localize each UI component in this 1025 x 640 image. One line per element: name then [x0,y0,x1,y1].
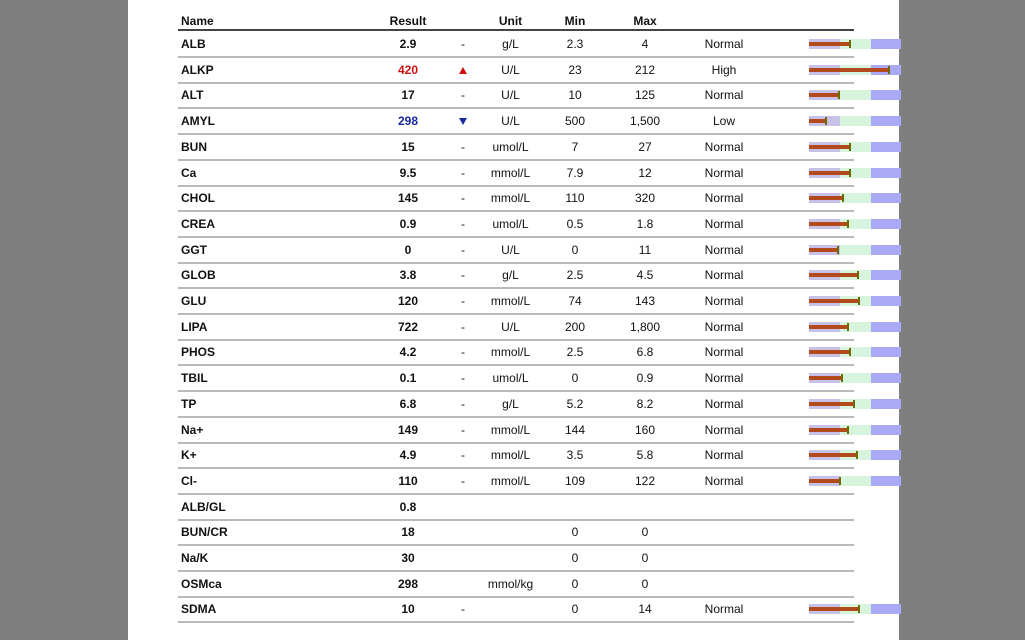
header-max: Max [633,14,657,28]
test-result: 0.9 [399,216,417,231]
range-max: 0 [641,551,649,565]
range-min: 144 [564,422,586,437]
gauge-fill [809,376,843,380]
range-gauge [809,168,901,178]
table-row [178,572,854,598]
test-result: 0.1 [399,371,417,386]
test-name: GLU [181,294,207,308]
gauge-normal-band [840,116,871,126]
range-max: 8.2 [636,396,654,411]
gauge-fill [809,453,858,457]
flag-dash: - [461,268,465,283]
gauge-high-band [871,476,901,486]
test-unit: mmol/L [490,165,531,180]
result-status: High [711,62,737,77]
test-result: 110 [398,473,418,488]
range-max: 0.9 [636,371,654,386]
test-unit: U/L [501,319,520,334]
range-min: 109 [564,473,586,488]
table-row [178,109,854,135]
range-max: 12 [638,165,652,180]
low-arrow-icon [448,109,478,133]
test-name: OSMca [181,576,222,591]
flag-dash: - [461,422,465,437]
gauge-fill [809,325,849,329]
range-gauge [809,450,901,460]
table-row [178,263,854,289]
range-min: 3.5 [566,448,584,463]
gauge-marker [842,194,844,202]
gauge-high-band [871,399,901,409]
test-name: ALB [181,37,206,51]
test-result: 4.2 [399,345,417,360]
table-row [178,443,854,469]
gauge-marker [825,117,827,125]
table-row [178,469,854,495]
gauge-fill [809,248,839,252]
header-name: Name [181,14,214,28]
flag-dash: - [461,139,465,154]
table-row [178,238,854,264]
range-max: 122 [634,473,656,488]
gauge-marker [849,169,851,177]
flag-dash: - [461,345,465,360]
test-unit: g/L [502,268,519,283]
result-status: Normal [704,216,744,231]
result-status: Normal [704,88,744,103]
test-unit: mmol/L [490,191,531,206]
test-result: 298 [397,114,419,129]
gauge-fill [809,222,849,226]
gauge-normal-band [840,90,871,100]
range-min: 0 [571,242,579,257]
range-gauge [809,142,901,152]
result-status: Normal [704,422,744,437]
test-name: Na/K [181,551,209,565]
test-name: TBIL [181,371,208,386]
test-result: 298 [397,576,419,591]
range-min: 7 [571,139,579,154]
gauge-fill [809,93,840,97]
range-max: 143 [634,294,656,308]
flag-dash: - [461,602,465,617]
result-status: Low [712,114,735,129]
table-row [178,83,854,109]
test-name: TP [181,396,197,411]
test-name: LIPA [181,319,208,334]
flag-dash: - [461,216,465,231]
test-result: 2.9 [399,37,417,51]
result-status: Normal [704,37,744,51]
flag-dash: - [461,473,465,488]
range-max: 0 [641,525,649,540]
lab-report-sheet [128,0,899,640]
range-max: 6.8 [636,345,654,360]
test-result: 17 [401,88,415,103]
test-name: Ca [181,165,197,180]
test-result: 4.9 [399,448,417,463]
range-gauge [809,476,901,486]
range-gauge [809,90,901,100]
gauge-marker [849,143,851,151]
result-status: Normal [704,242,744,257]
range-gauge [809,604,901,614]
range-gauge [809,65,901,75]
gauge-fill [809,68,890,72]
test-result: 3.8 [399,268,417,283]
gauge-normal-band [840,373,871,383]
gauge-marker [857,271,859,279]
result-status: Normal [704,473,744,488]
gauge-normal-band [840,193,871,203]
table-row [178,58,854,84]
test-result: 10 [401,602,415,617]
gauge-high-band [871,450,901,460]
gauge-marker [858,605,860,613]
test-result: 0 [404,242,412,257]
range-min: 2.5 [566,345,584,360]
test-name: ALB/GL [181,499,226,514]
gauge-marker [888,66,890,74]
range-max: 1.8 [636,216,654,231]
gauge-fill [809,607,860,611]
header-min: Min [564,14,586,28]
test-result: 30 [401,551,415,565]
header-result: Result [389,14,427,28]
flag-dash: - [461,88,465,103]
gauge-high-band [871,322,901,332]
test-unit: mmol/L [490,422,531,437]
gauge-fill [809,479,841,483]
table-row [178,32,854,58]
flag-dash: - [461,165,465,180]
test-result: 15 [401,139,415,154]
range-gauge [809,399,901,409]
test-result: 722 [397,319,419,334]
gauge-normal-band [840,476,871,486]
table-row [178,135,854,161]
range-min: 0 [571,551,579,565]
table-header [178,14,854,31]
test-unit: umol/L [492,216,529,231]
result-status: Normal [704,602,744,617]
test-unit: mmol/L [490,345,531,360]
gauge-fill [809,196,844,200]
table-row [178,520,854,546]
gauge-marker [837,246,839,254]
test-name: AMYL [181,114,215,129]
range-min: 500 [564,114,586,129]
flag-dash: - [461,191,465,206]
test-result: 6.8 [399,396,417,411]
range-gauge [809,116,901,126]
test-name: K+ [181,448,197,463]
range-max: 5.8 [636,448,654,463]
gauge-fill [809,299,860,303]
range-max: 320 [634,191,656,206]
range-gauge [809,245,901,255]
gauge-marker [847,323,849,331]
test-unit: U/L [501,88,520,103]
test-result: 120 [397,294,419,308]
range-gauge [809,219,901,229]
table-row [178,392,854,418]
range-min: 0 [571,371,579,386]
range-max: 1,800 [629,319,661,334]
range-min: 110 [565,191,585,206]
gauge-fill [809,402,855,406]
range-max: 1,500 [629,114,661,129]
range-min: 0 [571,525,579,540]
test-name: ALT [181,88,204,103]
range-max: 212 [634,62,656,77]
table-row [178,186,854,212]
test-unit: U/L [501,62,520,77]
test-name: Cl- [181,473,197,488]
table-row [178,340,854,366]
gauge-marker [856,451,858,459]
range-min: 2.3 [566,37,584,51]
test-name: CHOL [181,191,215,206]
range-min: 23 [568,62,582,77]
gauge-fill [809,350,851,354]
gauge-marker [849,40,851,48]
range-max: 27 [638,139,652,154]
gauge-marker [838,91,840,99]
test-result: 149 [397,422,419,437]
result-status: Normal [704,191,744,206]
test-name: SDMA [181,602,217,617]
gauge-fill [809,145,851,149]
gauge-high-band [871,604,901,614]
test-name: Na+ [181,422,204,437]
test-name: CREA [181,216,216,231]
range-gauge [809,322,901,332]
gauge-high-band [871,296,901,306]
table-row [178,546,854,572]
test-result: 9.5 [399,165,417,180]
gauge-fill [809,42,851,46]
test-name: PHOS [181,345,216,360]
range-gauge [809,373,901,383]
test-unit: g/L [502,396,519,411]
gauge-normal-band [840,245,871,255]
test-result: 145 [397,191,419,206]
range-min: 5.2 [566,396,584,411]
range-min: 200 [564,319,586,334]
flag-dash: - [461,294,465,308]
range-gauge [809,425,901,435]
range-min: 0 [571,602,579,617]
gauge-high-band [871,193,901,203]
table-row [178,597,854,623]
test-unit: U/L [501,114,520,129]
range-min: 74 [568,294,582,308]
range-max: 4.5 [636,268,654,283]
gauge-high-band [871,245,901,255]
flag-dash: - [461,371,465,386]
range-gauge [809,39,901,49]
result-status: Normal [704,371,744,386]
gauge-marker [847,426,849,434]
flag-dash: - [461,37,465,51]
test-name: GGT [181,242,207,257]
range-max: 0 [641,576,649,591]
result-status: Normal [704,165,744,180]
gauge-marker [839,477,841,485]
table-row [178,212,854,238]
test-name: GLOB [181,268,216,283]
test-unit: g/L [502,37,519,51]
test-result: 0.8 [399,499,417,514]
result-status: Normal [704,319,744,334]
header-unit: Unit [498,14,523,28]
result-status: Normal [704,448,744,463]
gauge-marker [853,400,855,408]
gauge-high-band [871,270,901,280]
result-status: Normal [704,345,744,360]
high-arrow-icon [448,58,478,82]
gauge-marker [858,297,860,305]
gauge-high-band [871,39,901,49]
result-status: Normal [704,396,744,411]
gauge-marker [841,374,843,382]
test-unit: mmol/L [490,473,531,488]
table-row [178,495,854,521]
test-name: BUN [181,139,207,154]
range-min: 7.9 [566,165,584,180]
gauge-high-band [871,168,901,178]
test-result: 420 [397,62,419,77]
test-unit: mmol/kg [487,576,534,591]
range-min: 0.5 [566,216,584,231]
range-max: 14 [638,602,652,617]
table-row [178,161,854,187]
range-min: 10 [568,88,582,103]
gauge-marker [847,220,849,228]
gauge-high-band [871,90,901,100]
gauge-fill [809,171,851,175]
range-max: 160 [634,422,656,437]
gauge-high-band [871,425,901,435]
result-status: Normal [704,268,744,283]
table-row [178,366,854,392]
range-max: 125 [634,88,656,103]
range-gauge [809,193,901,203]
gauge-high-band [871,116,901,126]
flag-dash: - [461,319,465,334]
range-gauge [809,296,901,306]
gauge-fill [809,428,849,432]
gauge-high-band [871,347,901,357]
range-min: 0 [571,576,579,591]
table-row [178,418,854,444]
range-gauge [809,347,901,357]
range-max: 4 [641,37,649,51]
result-status: Normal [704,294,744,308]
test-name: BUN/CR [181,525,228,540]
range-min: 2.5 [566,268,584,283]
table-row [178,315,854,341]
test-unit: U/L [501,242,520,257]
test-unit: mmol/L [490,448,531,463]
flag-dash: - [461,448,465,463]
table-row [178,289,854,315]
test-name: ALKP [181,62,214,77]
range-max: 11 [638,242,652,257]
result-status: Normal [704,139,744,154]
test-unit: umol/L [492,371,529,386]
test-unit: mmol/L [490,294,531,308]
gauge-marker [849,348,851,356]
gauge-high-band [871,219,901,229]
gauge-fill [809,273,859,277]
flag-dash: - [461,396,465,411]
gauge-high-band [871,373,901,383]
flag-dash: - [461,242,465,257]
test-result: 18 [401,525,415,540]
range-gauge [809,270,901,280]
test-unit: umol/L [492,139,529,154]
gauge-high-band [871,142,901,152]
